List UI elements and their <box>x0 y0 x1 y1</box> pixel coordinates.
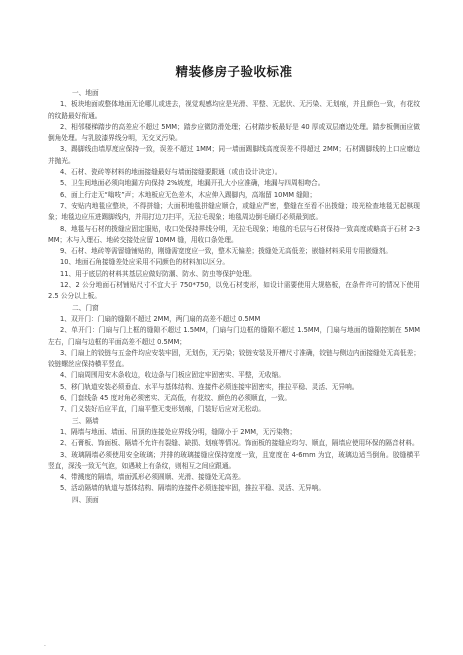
page-mark: . <box>44 641 46 648</box>
clause-paragraph: 4、带溅度的隔墙，墙面弧形必须圆顺、光滑、接缝处无高差。 <box>60 473 245 482</box>
clause-paragraph: 7、门义装好后应平直，门扇平整无变形划痕，门装好后应对无松动。 <box>60 405 265 414</box>
clause-paragraph: 3、门扇上的铰链与五金件均应安装牢固，无划伤，无污染；铰链安装及开槽尺寸准确，铰链与侧边内面接缝处无高低差；铰链螺丝应保持横平竖直。 <box>48 348 420 369</box>
clause-paragraph: 6、门套线条 45 度对角必须密实、无高低，有花纹、颜色的必须顺直，一致。 <box>60 394 292 403</box>
document-page <box>48 62 420 506</box>
section-heading: 四、顶面 <box>72 495 99 504</box>
clause-paragraph: 4、门扇周围用安木条收边，收边条与门板应固定牢固密实、平整，无收缩。 <box>60 371 285 380</box>
clause-paragraph: 11、用于底层的材料其基层应做好防潮、防水、防虫等保护处理。 <box>60 269 256 278</box>
section-heading: 一、地面 <box>72 89 99 97</box>
clause-paragraph: 1、板块地面或整体地面无论哪儿或进去，视觉观感均应是光滑、平整、无起伏、无污染、无划痕，并且颜色一致，有花纹的纹路最好衔通。 <box>48 100 420 120</box>
clause-paragraph: 3、玻璃隔墙必须使用安全玻璃；并排的玻璃接缝应保持宽度一致，且宽度在 4-6mm 为宜，玻璃边适当倒角。胶缝横平竖直，深浅一致无气泡，如遇玻上有条纹，则相互之间应跟通。 <box>48 450 420 470</box>
clause-paragraph: 1、双开门：门扇的缝隙不超过 2MM，两门扇的高差不超过 0.5MM <box>60 314 261 323</box>
clause-paragraph: 2、相邻楼梯踏步的高差应不超过 5MM；踏步应微防滑处理；石材踏步板最好是 40 厚或双层磨边处理。踏步板侧面应做倒角处理。与乳胶漆界线分明，无交叉污染。 <box>48 122 420 143</box>
clause-paragraph: 6、面上行走无“嗡吱”声；木地板应无色差木，木应伸入踢脚内，高端留 10MM 缝隙； <box>60 190 317 199</box>
clause-paragraph: 7、安贴内地毯应整块，不得拼缝；大面积地毯拼缝应顺合，或缝应严密，整缝在至看不出拨缝；竣光检查地毯无起棋现象；地毯边应压进踢脚线内，并用打边刀扫平，无拉毛现象；地毯周边倒毛刷灯必须最到底。 <box>48 201 420 222</box>
clause-paragraph: 2、单开门：门扇与门上框的缝隙不超过 1.5MM，门扇与门边框的缝隙不超过 1.5MM，门扇与地面的缝隙控制在 5MM 左右，门扇与边框的平面高差不超过 0.5MM； <box>48 326 420 346</box>
document-title: 精装修房子验收标准 <box>175 64 293 79</box>
clause-paragraph: 8、地毯与石材的拨缝应固定服贴，收口处保持界线分明，无拉毛现象；地毯的毛层与石材保持一致高度或略高于石材 2-3MM；木与入理石、地砖交接处应留 10MM 缝，用收口条处理。 <box>48 224 420 244</box>
clause-paragraph: 2、石膏板、饰面板、隔墙不允许有裂缝、缺损、划痕等情况。饰面板的接缝应均匀、顺直，隔墙应使用环保的隔音材料。 <box>60 439 419 448</box>
section-heading: 二、门窗 <box>72 303 99 312</box>
clause-paragraph: 4、石材、瓷砖等材料的地面接缝最好与墙面接缝要跟通（或由设计决定）。 <box>60 168 282 177</box>
clause-paragraph: 5、活动隔墙的轨道与基体结构、隔墙的连接件必须连接牢固，推拉平稳、灵活、无异响。 <box>60 484 326 493</box>
clause-paragraph: 3、踢脚线由墙厚度应保持一致，误差不超过 1MM；同一墙面踢脚线高度误差不得超过 2MM；石材踢脚线的上口应磨边并抛光。 <box>48 145 420 165</box>
clause-paragraph: 12、2 公分地面石材铺贴尺寸不宜大于 750*750，以免石材变形，如设计需要使用大规格板，在条件许可的情况下使用 2.5 公分以上板。 <box>48 281 420 301</box>
clause-paragraph: 9、石材、地砖等需留缝铺贴的，刚缝需宽度应一致，整木无偏差；拨缝处无高低差；嵌缝材料采用专用嵌缝剂。 <box>60 247 392 256</box>
section-heading: 三、隔墙 <box>72 416 99 425</box>
document-body <box>48 88 420 506</box>
clause-paragraph: 5、移门轨道安装必须垂直、水平与基体结构、连接件必须连接牢固密实，推拉平稳、灵活、无异响。 <box>60 382 359 391</box>
clause-paragraph: 5、卫生间地面必须向地漏方向保持 2%坡度，地漏开孔大小应准确，地漏与四周相吻合。 <box>60 179 325 188</box>
clause-paragraph: 1、隔墙与地面、墙面、吊顶的连接处应界线分明，缝隙小于 2MM，无污染物； <box>60 427 297 436</box>
clause-paragraph: 10、地面石角接缝差处应采用不同颜色的材料加以区分。 <box>60 258 230 267</box>
